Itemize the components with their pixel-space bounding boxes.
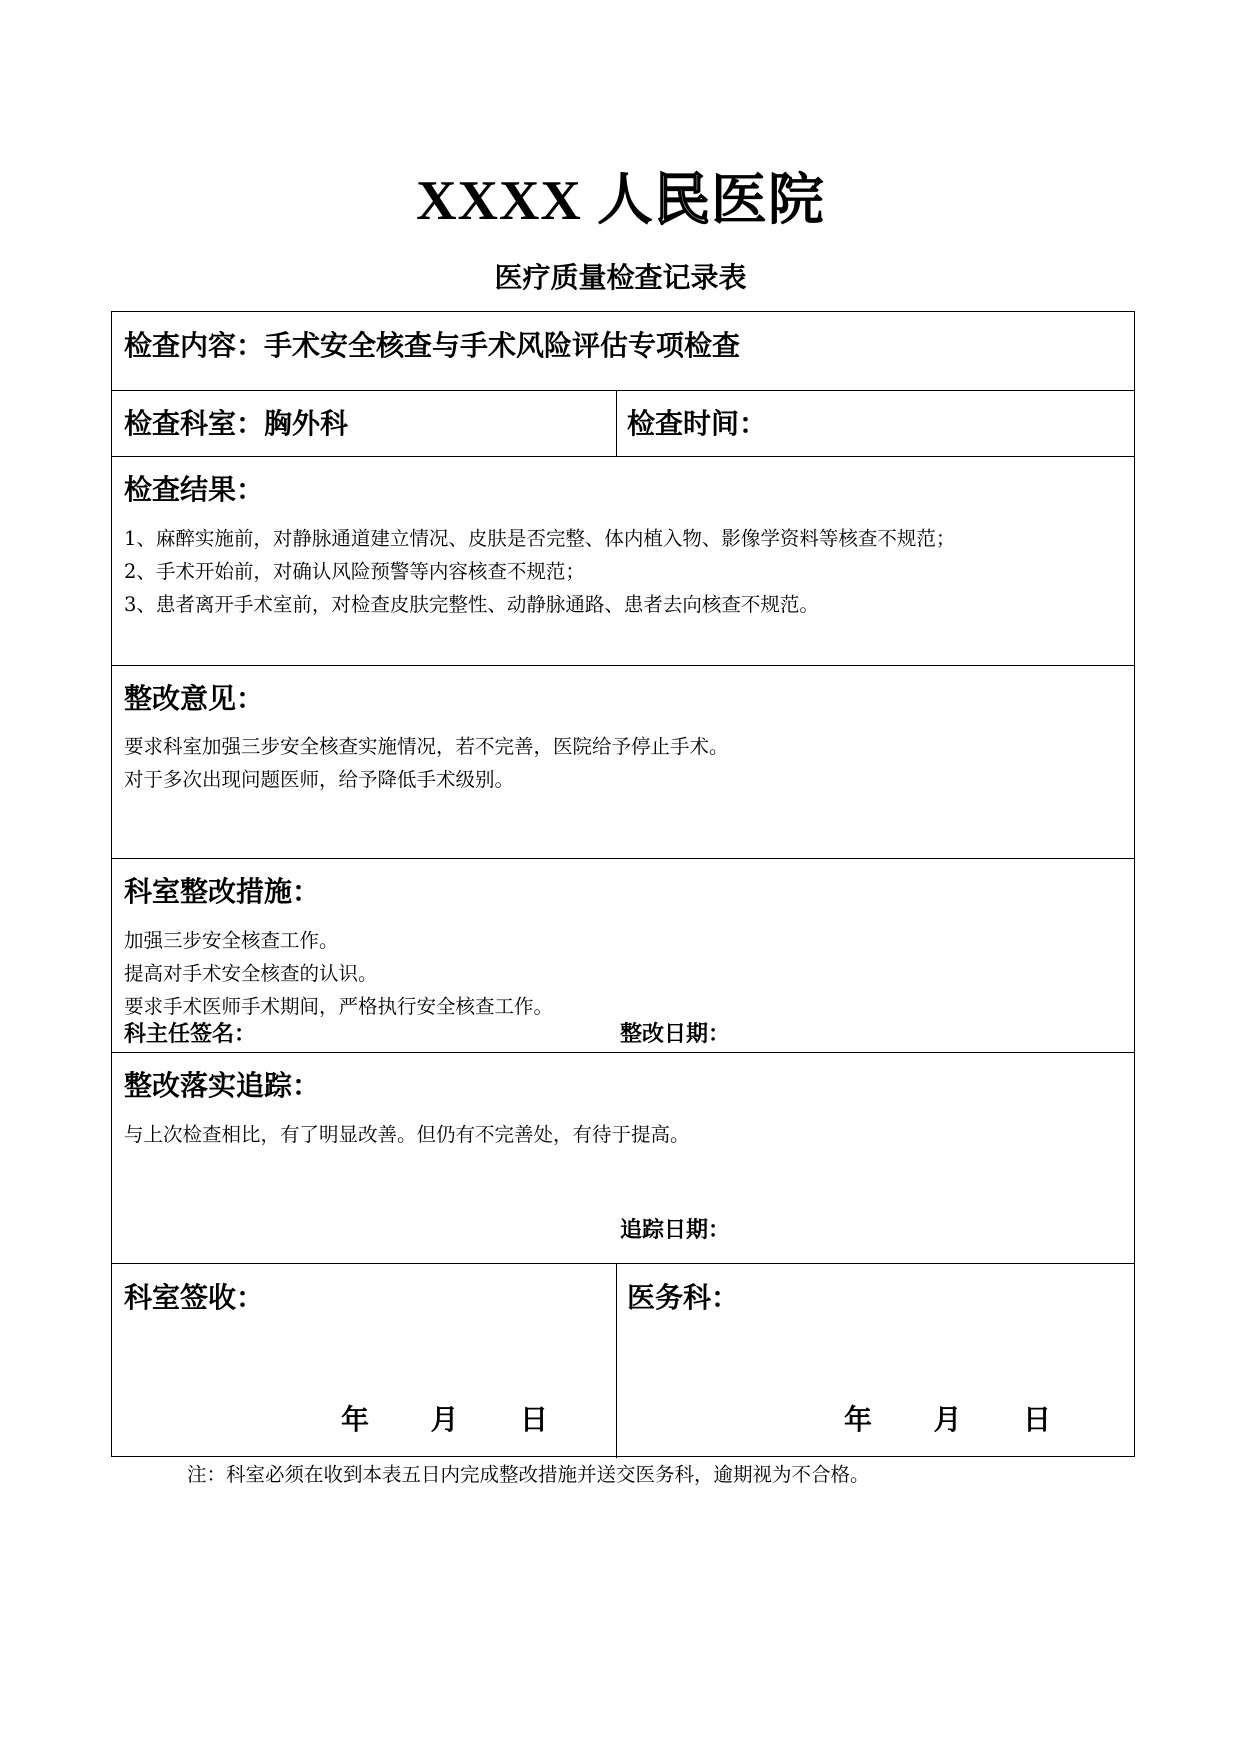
title-prefix: XXXX 人: [416, 170, 654, 232]
title-suffix: 医院: [710, 170, 825, 232]
column-divider: [616, 1263, 617, 1458]
tracking-date: 追踪日期：: [620, 1218, 731, 1243]
footer-note: 注：科室必须在收到本表五日内完成整改措施并送交医务科，逾期视为不合格。: [187, 1463, 870, 1486]
inspection-content: 检查内容：手术安全核查与手术风险评估专项检查: [124, 329, 741, 362]
result-item: 1、麻醉实施前，对静脉通道建立情况、皮肤是否完整、体内植入物、影像学资料等核查不规范；: [124, 527, 956, 550]
form-subtitle: 医疗质量检查记录表: [494, 261, 747, 294]
inspection-time: 检查时间：: [627, 407, 768, 440]
row-divider: [112, 665, 1134, 666]
measure-item: 加强三步安全核查工作。: [124, 929, 339, 952]
measures-list: [124, 924, 553, 1023]
day-label: 日: [520, 1403, 549, 1436]
month-label: 月: [933, 1403, 962, 1436]
results-list: [124, 522, 955, 621]
department-sign-date: [341, 1400, 548, 1440]
results-label: 检查结果：: [124, 473, 265, 506]
row-divider: [112, 456, 1134, 457]
director-signature: 科主任签名：: [124, 1022, 257, 1047]
title-outlined-char: 民: [653, 170, 711, 232]
medical-affairs-label: 医务科：: [627, 1281, 740, 1314]
department-sign-label: 科室签收：: [124, 1281, 265, 1314]
tracking-text: 与上次检查相比，有了明显改善。但仍有不完善处，有待于提高。: [124, 1123, 690, 1146]
opinion-item: 对于多次出现问题医师，给予降低手术级别。: [124, 768, 515, 791]
day-label: 日: [1023, 1403, 1052, 1436]
result-item: 3、患者离开手术室前，对检查皮肤完整性、动静脉通路、患者去向核查不规范。: [124, 593, 819, 616]
result-item: 2、手术开始前，对确认风险预警等内容核查不规范；: [124, 560, 585, 583]
medical-affairs-date: [844, 1400, 1051, 1440]
row-divider: [112, 1263, 1134, 1264]
year-label: 年: [341, 1403, 370, 1436]
row-divider: [112, 858, 1134, 859]
rectify-date: 整改日期：: [620, 1022, 731, 1047]
opinion-label: 整改意见：: [124, 682, 265, 715]
inspection-form: [111, 311, 1135, 1457]
month-label: 月: [430, 1403, 459, 1436]
row-divider: [112, 1052, 1134, 1053]
column-divider: [616, 390, 617, 456]
row-divider: [112, 390, 1134, 391]
tracking-label: 整改落实追踪：: [124, 1069, 321, 1102]
hospital-title: [0, 166, 1241, 236]
inspected-department: 检查科室：胸外科: [124, 407, 349, 440]
measures-label: 科室整改措施：: [124, 875, 321, 908]
opinion-list: [124, 730, 729, 796]
year-label: 年: [844, 1403, 873, 1436]
measure-item: 提高对手术安全核查的认识。: [124, 962, 378, 985]
measure-item: 要求手术医师手术期间，严格执行安全核查工作。: [124, 995, 554, 1018]
opinion-item: 要求科室加强三步安全核查实施情况，若不完善，医院给予停止手术。: [124, 735, 729, 758]
